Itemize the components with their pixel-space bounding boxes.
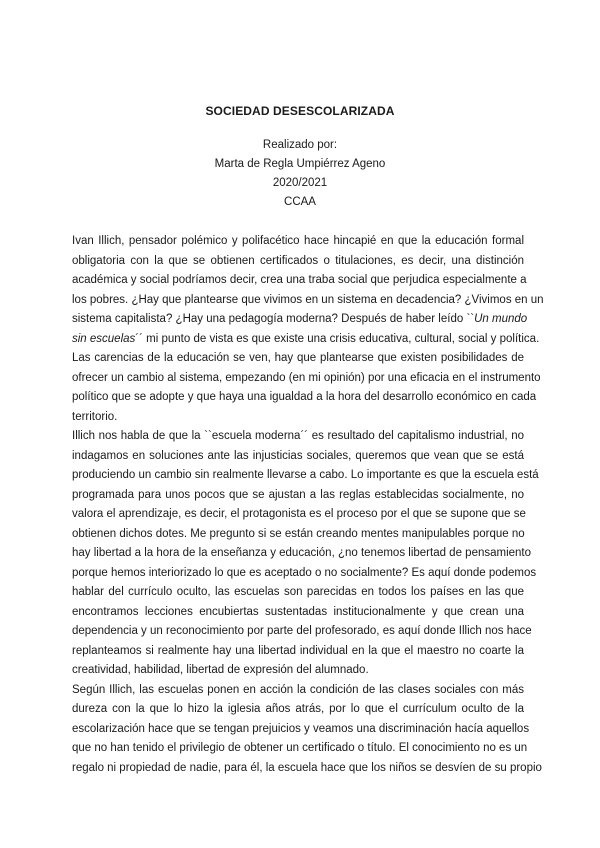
text-line: porque hemos interiorizado lo que es aceptado o no socialmente? Es aquí donde podemos [72,566,537,579]
text-line: Illich nos habla de que la ``escuela moderna´´ es resultado del capitalismo industrial, no [72,430,524,442]
text-line: territorio. [72,410,118,423]
book-title-italic: Un mundo [474,313,528,325]
text-line: programada para unos pocos que se ajustan a las reglas establecidas socialmente, no [72,488,524,501]
text-line [72,310,528,330]
author-name: Marta de Regla Umpiérrez Ageno [214,158,386,170]
text-segment: sistema capitalista? ¿Hay una pedagogía moderna? Después de haber leído `` [72,313,475,325]
text-line: obligatoria con la que se obtienen certificados o titulaciones, es decir, una distinción [72,254,524,267]
text-line: regalo ni propiedad de nadie, para él, la escuela hace que los niños se desvíen de su propio [72,761,542,774]
text-line: hay libertad a la hora de la enseñanza y educación, ¿no tenemos libertad de pensamiento [72,547,532,559]
text-line: dureza con la que lo hizo la iglesia años atrás, por lo que el currículum oculto de la [72,703,524,715]
text-line: Según Illich, las escuelas ponen en acción la condición de las clases sociales con más [72,683,524,696]
made-by-label: Realizado por: [262,139,338,151]
text-line: los pobres. ¿Hay que plantearse que vivimos en un sistema en decadencia? ¿Vivimos en un [72,293,544,306]
text-line: Ivan Illich, pensador polémico y polifacético hace hincapié en que la educación formal [72,235,524,247]
course-name: CCAA [284,196,316,208]
text-line: dependencia y un reconocimiento por parte del profesorado, es aquí donde Illich nos hace [72,625,532,637]
text-line: indagamos en soluciones ante las injusticias sociales, queremos que vean que se está [72,449,524,462]
text-line: escolarización hace que se tengan prejuicios y veamos una discriminación hacía aquellos [72,722,530,735]
document-title: SOCIEDAD DESESCOLARIZADA [205,104,395,118]
essay-body [72,232,544,778]
text-line: encontramos lecciones encubiertas sustentadas institucionalmente y que crean una [72,605,524,618]
text-line: creatividad, habilidad, libertad de expresión del alumnado. [72,664,369,676]
text-line: Las carencias de la educación se ven, hay que plantearse que existen posibilidades de [72,352,524,364]
text-line: replanteamos si realmente hay una libertad individual en la que el maestro no coarte la [72,644,524,657]
text-line [72,330,540,350]
text-line: académica y social podríamos decir, crea una traba social que perjudica especialmente a [72,274,527,286]
text-line: político que se adopte y que haya una igualdad a la hora del desarrollo económico en cada [72,391,537,403]
text-line: obtienen dichos dotes. Me pregunto si se están creando mentes manipulables porque no [72,527,525,540]
text-line: valora el aprendizaje, es decir, el protagonista es el proceso por el que se supone que se [72,508,526,520]
text-line: produciendo un cambio sin realmente llevarse a cabo. Lo importante es que la escuela está [72,469,539,481]
book-title-italic: sin escuelas [72,332,136,345]
text-line: hablar del currículo oculto, las escuelas son parecidas en todos los países en las que [72,586,524,598]
text-segment: ´´ mi punto de vista es que existe una crisis educativa, cultural, social y política. [135,332,540,345]
text-line: que no han tenido el privilegio de obtener un certificado o título. El conocimiento no es un [72,742,528,754]
academic-year: 2020/2021 [272,177,328,189]
text-line: ofrecer un cambio al sistema, empezando (en mi opinión) por una eficacia en el instrumento [72,371,541,384]
